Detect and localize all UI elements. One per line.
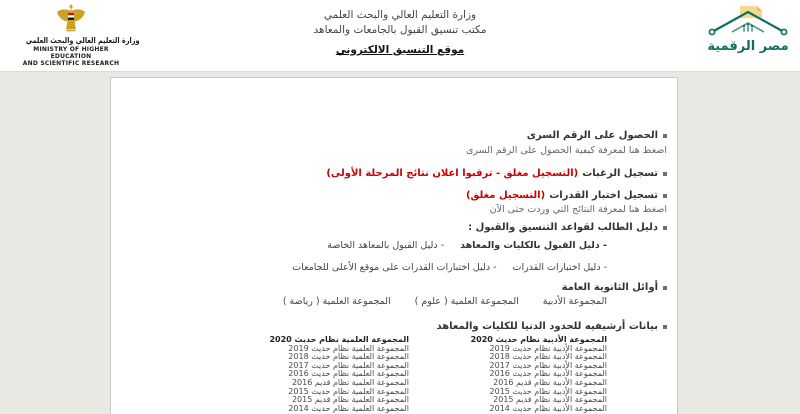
top-students-title: أوائل الثانوية العامة bbox=[561, 282, 658, 293]
archive-literary-2016-new[interactable]: المجموعة الأدبية نظام حديث 2016 bbox=[489, 369, 607, 379]
guide-link-aptitude-tests-scu[interactable]: - دليل اختبارات القدرات على موقع الأعلى للجامعات bbox=[292, 262, 497, 273]
archive-title: بيانات أرشيفيه للحدود الدنيا للكليات والمعاهد bbox=[436, 321, 658, 332]
bullet-square-icon bbox=[663, 286, 667, 290]
digital-egypt-logo bbox=[702, 5, 794, 54]
archive-scientific-2016-new[interactable]: المجموعة العلمية نظام حديث 2016 bbox=[288, 369, 409, 379]
archive-scientific-2015-new[interactable]: المجموعة العلمية نظام حديث 2015 bbox=[288, 386, 409, 396]
archive-literary-2016-old[interactable]: المجموعة الأدبية نظام قديم 2016 bbox=[493, 377, 607, 387]
archive-scientific-2018-new[interactable]: المجموعة العلمية نظام حديث 2018 bbox=[288, 352, 409, 362]
secret-number-item bbox=[123, 129, 667, 143]
archive-literary-2015-old[interactable]: المجموعة الأدبية نظام قديم 2015 bbox=[493, 395, 607, 405]
archive-literary-2014-new[interactable]: المجموعة الأدبية نظام حديث 2014 bbox=[489, 403, 607, 413]
top-students-science-link[interactable]: المجموعة العلمية ( علوم ) bbox=[414, 296, 519, 307]
top-students-math-link[interactable]: المجموعة العلمية ( رياضة ) bbox=[282, 296, 391, 307]
page-header bbox=[0, 0, 800, 72]
archive-literary-2015-new[interactable]: المجموعة الأدبية نظام حديث 2015 bbox=[489, 386, 607, 396]
guide-links-row-1 bbox=[123, 239, 607, 253]
guide-link-colleges[interactable]: - دليل القبول بالكليات والمعاهد bbox=[460, 240, 607, 251]
archive-literary-2019-new[interactable]: المجموعة الأدبية نظام حديث 2019 bbox=[489, 343, 607, 353]
guide-link-private-institutes[interactable]: - دليل القبول بالمعاهد الخاصة bbox=[327, 240, 445, 251]
content-list bbox=[111, 78, 677, 413]
secret-number-help-link[interactable]: اضغط هنا لمعرفة كيفية الحصول على الرقم السرى bbox=[466, 145, 667, 156]
archive-row bbox=[123, 405, 607, 414]
archive-scientific-2019-new[interactable]: المجموعة العلمية نظام حديث 2019 bbox=[288, 343, 409, 353]
wishes-status-closed: (التسجيل مغلق - ترقبوا اعلان نتائج المرحلة الأولى) bbox=[326, 168, 579, 179]
ministry-name-arabic: وزارة التعليم العالي والبحث العلمي bbox=[25, 36, 140, 45]
wishes-item bbox=[123, 167, 667, 181]
secret-number-title: الحصول على الرقم السرى bbox=[526, 130, 658, 141]
archive-literary-2018-new[interactable]: المجموعة الأدبية نظام حديث 2018 bbox=[489, 352, 607, 362]
guide-links-row-2 bbox=[123, 261, 607, 275]
aptitude-item bbox=[123, 189, 667, 203]
aptitude-results-link[interactable]: اضغط هنا لمعرفة النتائج التي وردت حتى الآن bbox=[489, 204, 667, 215]
archive-scientific-2016-old[interactable]: المجموعة العلمية نظام قديم 2016 bbox=[291, 377, 409, 387]
top-students-item bbox=[123, 281, 667, 295]
archive-literary-2017-new[interactable]: المجموعة الأدبية نظام حديث 2017 bbox=[489, 360, 607, 370]
bullet-square-icon bbox=[663, 325, 667, 329]
archive-scientific-2020-new[interactable]: المجموعة العلمية نظام حديث 2020 bbox=[269, 335, 409, 344]
main-content-panel bbox=[110, 77, 678, 414]
bullet-square-icon bbox=[663, 226, 667, 230]
ministry-logo bbox=[16, 3, 140, 67]
archive-scientific-2017-new[interactable]: المجموعة العلمية نظام حديث 2017 bbox=[288, 360, 409, 370]
top-students-links-row bbox=[123, 295, 607, 309]
student-guide-item bbox=[123, 221, 667, 235]
bullet-square-icon bbox=[663, 134, 667, 138]
digital-egypt-label: مصر الرقمية bbox=[707, 39, 789, 54]
guide-link-aptitude-tests[interactable]: - دليل اختبارات القدرات bbox=[512, 262, 607, 273]
bullet-square-icon bbox=[663, 194, 667, 198]
archive-scientific-2014-new[interactable]: المجموعة العلمية نظام حديث 2014 bbox=[288, 403, 409, 413]
aptitude-title: تسجيل اختبار القدرات bbox=[549, 190, 658, 201]
tansik-site-link[interactable]: موقع التنسيق الالكتروني bbox=[335, 44, 465, 56]
bullet-square-icon bbox=[663, 172, 667, 176]
header-office-line: مكتب تنسيق القبول بالجامعات والمعاهد bbox=[313, 24, 487, 36]
student-guide-title: دليل الطالب لقواعد التنسيق والقبول : bbox=[468, 222, 658, 233]
archive-literary-2020-new[interactable]: المجموعة الأدبية نظام حديث 2020 bbox=[470, 335, 607, 344]
top-students-literary-link[interactable]: المجموعة الأدبية bbox=[542, 296, 607, 307]
ministry-name-en-line1: MINISTRY OF HIGHER EDUCATION bbox=[33, 46, 109, 60]
ministry-name-en-line2: AND SCIENTIFIC RESEARCH bbox=[22, 60, 120, 67]
archive-item bbox=[123, 320, 667, 334]
ministry-eagle-icon bbox=[54, 18, 88, 37]
archive-scientific-2015-old[interactable]: المجموعة العلمية نظام قديم 2015 bbox=[291, 395, 409, 405]
header-ministry-line: وزارة التعليم العالي والبحث العلمي bbox=[323, 9, 477, 21]
aptitude-status-closed: (التسجيل مغلق) bbox=[465, 190, 546, 201]
wishes-title: تسجيل الرغبات bbox=[582, 168, 658, 179]
archive-table bbox=[123, 336, 607, 413]
header-title-block bbox=[280, 8, 520, 57]
